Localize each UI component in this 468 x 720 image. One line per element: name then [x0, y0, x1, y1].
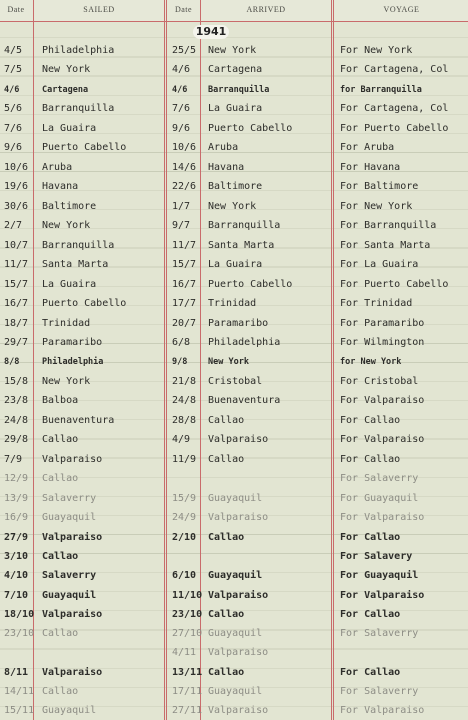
arrived-port: Buenaventura [208, 395, 281, 406]
sailed-port: Philadelphia [42, 357, 104, 367]
arrived-port: Callao [208, 667, 245, 678]
sailed-port: New York [42, 64, 91, 75]
voyage-destination: For Valparaiso [340, 395, 425, 406]
column-header-row [0, 0, 468, 22]
sailed-port: Philadelphia [42, 45, 115, 56]
sailed-port: Callao [42, 686, 79, 697]
sailed-date: 7/9 [4, 454, 23, 465]
sailed-port: Guayaquil [42, 512, 97, 523]
sailed-date: 15/8 [4, 376, 29, 387]
voyage-destination: For Guayaquil [340, 493, 419, 504]
sailed-date: 5/6 [4, 103, 23, 114]
voyage-destination: For Callao [340, 532, 401, 543]
sailed-date: 18/7 [4, 318, 29, 329]
voyage-destination: For Cartagena, Col [340, 103, 449, 114]
arrived-port: Callao [208, 415, 245, 426]
voyage-destination: For Callao [340, 454, 401, 465]
sailed-date: 11/7 [4, 259, 29, 270]
voyage-destination: For La Guaira [340, 259, 419, 270]
arrived-port: Havana [208, 162, 245, 173]
sailed-date: 10/7 [4, 240, 29, 251]
arrived-port: Valparaiso [208, 590, 269, 601]
arrived-date: 15/9 [172, 493, 197, 504]
arrived-port: Guayaquil [208, 686, 263, 697]
year-badge: 1941 [193, 25, 229, 39]
sailed-date: 2/7 [4, 220, 23, 231]
arrived-port: Aruba [208, 142, 239, 153]
arrived-port: Santa Marta [208, 240, 275, 251]
voyage-destination: For Valparaiso [340, 512, 425, 523]
sailed-date: 15/7 [4, 279, 29, 290]
sailed-date: 27/9 [4, 532, 29, 543]
arrived-date: 4/6 [172, 85, 188, 95]
column-divider [331, 0, 334, 720]
voyage-destination: For Baltimore [340, 181, 419, 192]
arrived-date: 16/7 [172, 279, 197, 290]
sailed-port: Cartagena [42, 85, 89, 95]
arrived-date: 25/5 [172, 45, 197, 56]
arrived-date: 7/6 [172, 103, 191, 114]
arrived-port: Valparaiso [208, 512, 269, 523]
sailed-port: Balboa [42, 395, 79, 406]
sailed-port: Aruba [42, 162, 73, 173]
voyage-destination: For Paramaribo [340, 318, 425, 329]
header-arrived: ARRIVED [246, 5, 286, 14]
sailed-port: Santa Marta [42, 259, 109, 270]
arrived-date: 10/6 [172, 142, 197, 153]
voyage-destination: For Salaverry [340, 628, 419, 639]
header-date-arrived: Date [174, 5, 193, 14]
voyage-destination: For Cristobal [340, 376, 419, 387]
sailed-date: 8/11 [4, 667, 29, 678]
sailed-port: Puerto Cabello [42, 298, 127, 309]
arrived-port: Cartagena [208, 64, 263, 75]
arrived-date: 6/8 [172, 337, 191, 348]
voyage-destination: For New York [340, 201, 413, 212]
voyage-destination: For Guayaquil [340, 570, 419, 581]
arrived-date: 6/10 [172, 570, 197, 581]
arrived-port: Guayaquil [208, 570, 263, 581]
sailed-date: 7/5 [4, 64, 23, 75]
arrived-port: Barranquilla [208, 85, 270, 95]
arrived-date: 2/10 [172, 532, 197, 543]
sailed-date: 23/10 [4, 628, 35, 639]
arrived-port: Trinidad [208, 298, 257, 309]
arrived-date: 28/8 [172, 415, 197, 426]
arrived-date: 21/8 [172, 376, 197, 387]
sailed-date: 9/6 [4, 142, 23, 153]
sailed-port: Puerto Cabello [42, 142, 127, 153]
arrived-date: 4/9 [172, 434, 191, 445]
sailed-date: 4/6 [4, 85, 20, 95]
arrived-date: 11/7 [172, 240, 197, 251]
arrived-port: Callao [208, 454, 245, 465]
arrived-port: La Guaira [208, 259, 263, 270]
arrived-date: 4/11 [172, 647, 197, 658]
sailed-port: Callao [42, 473, 79, 484]
arrived-date: 11/9 [172, 454, 197, 465]
arrived-date: 11/10 [172, 590, 203, 601]
voyage-destination: For Salaverry [340, 473, 419, 484]
arrived-port: Guayaquil [208, 493, 263, 504]
voyage-destination: for New York [340, 357, 402, 367]
sailed-date: 12/9 [4, 473, 29, 484]
sailed-date: 19/6 [4, 181, 29, 192]
arrived-port: Philadelphia [208, 337, 281, 348]
arrived-port: Callao [208, 532, 245, 543]
arrived-date: 14/6 [172, 162, 197, 173]
sailed-date: 3/10 [4, 551, 29, 562]
sailed-port: Paramaribo [42, 337, 103, 348]
arrived-date: 17/7 [172, 298, 197, 309]
sailed-date: 8/8 [4, 357, 20, 367]
arrived-date: 9/7 [172, 220, 191, 231]
header-voyage: VOYAGE [383, 5, 420, 14]
sailed-date: 15/11 [4, 705, 35, 716]
sailed-date: 29/8 [4, 434, 29, 445]
voyage-destination: For Valparaiso [340, 705, 425, 716]
sailed-port: Barranquilla [42, 240, 115, 251]
sailed-port: Salaverry [42, 570, 97, 581]
header-date-sailed: Date [7, 5, 25, 14]
sailed-date: 30/6 [4, 201, 29, 212]
sailed-port: Callao [42, 628, 79, 639]
sailed-port: Trinidad [42, 318, 91, 329]
arrived-port: Cristobal [208, 376, 263, 387]
voyage-destination: For Santa Marta [340, 240, 431, 251]
sailed-port: Havana [42, 181, 79, 192]
arrived-port: Valparaiso [208, 434, 269, 445]
arrived-date: 22/6 [172, 181, 197, 192]
voyage-destination: For Puerto Cabello [340, 279, 449, 290]
voyage-destination: For New York [340, 45, 413, 56]
sailed-port: Valparaiso [42, 454, 103, 465]
arrived-port: New York [208, 357, 249, 367]
sailed-port: Buenaventura [42, 415, 115, 426]
arrived-date: 24/8 [172, 395, 197, 406]
voyage-destination: For Salavery [340, 551, 413, 562]
arrived-port: Callao [208, 609, 245, 620]
sailed-port: Valparaiso [42, 667, 103, 678]
arrived-port: Puerto Cabello [208, 279, 293, 290]
voyage-destination: For Aruba [340, 142, 395, 153]
arrived-date: 17/11 [172, 686, 203, 697]
sailed-port: New York [42, 376, 91, 387]
sailed-date: 4/5 [4, 45, 23, 56]
arrived-date: 24/9 [172, 512, 197, 523]
voyage-destination: For Callao [340, 415, 401, 426]
sailed-port: La Guaira [42, 123, 97, 134]
arrived-date: 9/8 [172, 357, 188, 367]
column-divider [164, 0, 167, 720]
arrived-port: Guayaquil [208, 628, 263, 639]
arrived-date: 9/6 [172, 123, 191, 134]
voyage-destination: for Barranquilla [340, 85, 422, 95]
arrived-date: 20/7 [172, 318, 197, 329]
sailed-port: Guayaquil [42, 705, 97, 716]
arrived-date: 23/10 [172, 609, 203, 620]
voyage-destination: For Valparaiso [340, 434, 425, 445]
sailed-date: 10/6 [4, 162, 29, 173]
sailed-port: Salaverry [42, 493, 97, 504]
sailed-port: Callao [42, 434, 79, 445]
arrived-port: New York [208, 45, 257, 56]
voyage-destination: For Barranquilla [340, 220, 437, 231]
voyage-destination: For Havana [340, 162, 401, 173]
sailed-port: Baltimore [42, 201, 97, 212]
sailed-port: Barranquilla [42, 103, 115, 114]
sailed-port: La Guaira [42, 279, 97, 290]
voyage-destination: For Callao [340, 609, 401, 620]
arrived-port: Valparaiso [208, 647, 269, 658]
sailed-date: 4/10 [4, 570, 29, 581]
arrived-date: 27/11 [172, 705, 203, 716]
arrived-port: La Guaira [208, 103, 263, 114]
arrived-port: Puerto Cabello [208, 123, 293, 134]
sailed-port: Callao [42, 551, 79, 562]
voyage-destination: For Wilmington [340, 337, 425, 348]
arrived-port: Baltimore [208, 181, 263, 192]
voyage-destination: For Valparaiso [340, 590, 425, 601]
sailed-date: 24/8 [4, 415, 29, 426]
sailed-port: New York [42, 220, 91, 231]
arrived-date: 27/10 [172, 628, 203, 639]
arrived-port: New York [208, 201, 257, 212]
voyage-destination: For Cartagena, Col [340, 64, 449, 75]
sailed-date: 7/6 [4, 123, 23, 134]
sailed-date: 29/7 [4, 337, 29, 348]
sailed-date: 7/10 [4, 590, 29, 601]
sailed-date: 16/9 [4, 512, 29, 523]
arrived-date: 13/11 [172, 667, 203, 678]
arrived-port: Barranquilla [208, 220, 281, 231]
sailed-port: Valparaiso [42, 609, 103, 620]
voyage-destination: For Puerto Cabello [340, 123, 449, 134]
sailed-port: Guayaquil [42, 590, 97, 601]
arrived-port: Paramaribo [208, 318, 269, 329]
sailed-date: 18/10 [4, 609, 35, 620]
header-sailed: SAILED [83, 5, 115, 14]
voyage-destination: For Callao [340, 667, 401, 678]
arrived-date: 1/7 [172, 201, 191, 212]
voyage-destination: For Salaverry [340, 686, 419, 697]
sailed-date: 16/7 [4, 298, 29, 309]
arrived-date: 15/7 [172, 259, 197, 270]
voyage-destination: For Trinidad [340, 298, 413, 309]
sailed-date: 23/8 [4, 395, 29, 406]
arrived-port: Valparaiso [208, 705, 269, 716]
sailed-port: Valparaiso [42, 532, 103, 543]
sailed-date: 14/11 [4, 686, 35, 697]
sailed-date: 13/9 [4, 493, 29, 504]
arrived-date: 4/6 [172, 64, 191, 75]
